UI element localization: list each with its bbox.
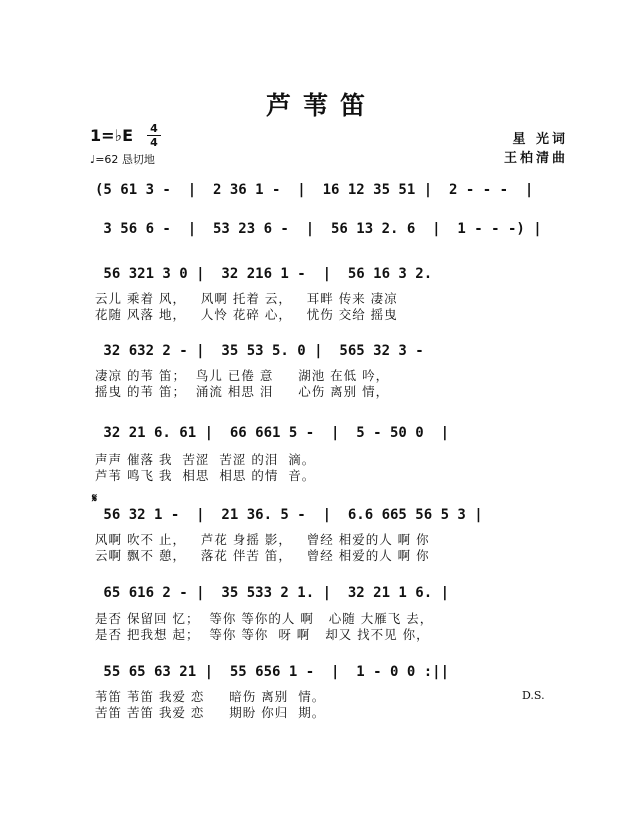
notation-row-1: (5 61 3 - | 2 36 1 - | 16 12 35 51 | 2 - - - | xyxy=(95,182,534,198)
composer-credit: 王柏清曲 xyxy=(503,151,568,166)
notation-row-6: 56 32 1 - | 21 36. 5 - | 6.6 665 56 5 3 | xyxy=(95,507,483,523)
lyricist-credit: 星 光词 xyxy=(512,132,568,147)
lyric-row-4-verse-2: 摇曳 的苇 笛； 涌流 相思 泪 心伤 离别 情， xyxy=(95,384,390,399)
lyric-row-3-verse-2: 花随 风落 地， 人怜 花碎 心， 忧伤 交给 摇曳 xyxy=(95,307,398,322)
key-signature: 1=♭E xyxy=(90,126,134,145)
lyric-row-7-verse-2: 是否 把我想 起； 等你 等你 呀 啊 却又 找不见 你， xyxy=(95,627,430,642)
tempo-marking: ♩=62 恳切地 xyxy=(90,153,155,166)
dal-segno-marking: D.S. xyxy=(522,689,545,702)
lyric-row-8-verse-2: 苦笛 苦笛 我爱 恋 期盼 你归 期。 xyxy=(95,705,326,720)
segno-sign: 𝄋 xyxy=(92,491,98,505)
lyric-row-5-verse-2: 芦苇 鸣飞 我 相思 相思 的情 音。 xyxy=(95,468,316,483)
time-signature-top: 4 xyxy=(150,122,158,135)
notation-row-2: 3 56 6 - | 53 23 6 - | 56 13 2. 6 | 1 - - -) | xyxy=(95,221,542,237)
lyric-row-3-verse-1: 云儿 乘着 风， 风啊 托着 云， 耳畔 传来 凄凉 xyxy=(95,291,398,306)
notation-row-7: 65 616 2 - | 35 533 2 1. | 32 21 1 6. | xyxy=(95,585,450,601)
notation-row-4: 32 632 2 - | 35 53 5. 0 | 565 32 3 - xyxy=(95,343,424,359)
lyric-row-4-verse-1: 凄凉 的苇 笛； 鸟儿 已倦 意 湖池 在低 吟， xyxy=(95,368,390,383)
notation-row-8: 55 65 63 21 | 55 656 1 - | 1 - 0 0 :|| xyxy=(95,664,450,680)
lyric-row-5-verse-1: 声声 催落 我 苦涩 苦涩 的泪 滴。 xyxy=(95,452,316,467)
notation-row-3: 56 321 3 0 | 32 216 1 - | 56 16 3 2. xyxy=(95,266,433,282)
lyric-row-7-verse-1: 是否 保留回 忆； 等你 等你的人 啊 心随 大雁飞 去， xyxy=(95,611,434,626)
notation-row-5: 32 21 6. 61 | 66 661 5 - | 5 - 50 0 | xyxy=(95,425,450,441)
lyric-row-8-verse-1: 苇笛 苇笛 我爱 恋 暗伤 离别 情。 xyxy=(95,689,326,704)
lyric-row-6-verse-2: 云啊 飘不 憩， 落花 伴苦 笛， 曾经 相爱的人 啊 你 xyxy=(95,548,430,563)
time-signature xyxy=(147,123,161,148)
lyric-row-6-verse-1: 风啊 吹不 止， 芦花 身摇 影， 曾经 相爱的人 啊 你 xyxy=(95,532,430,547)
time-signature-bottom: 4 xyxy=(150,136,158,149)
song-title: 芦苇笛 xyxy=(265,91,377,120)
